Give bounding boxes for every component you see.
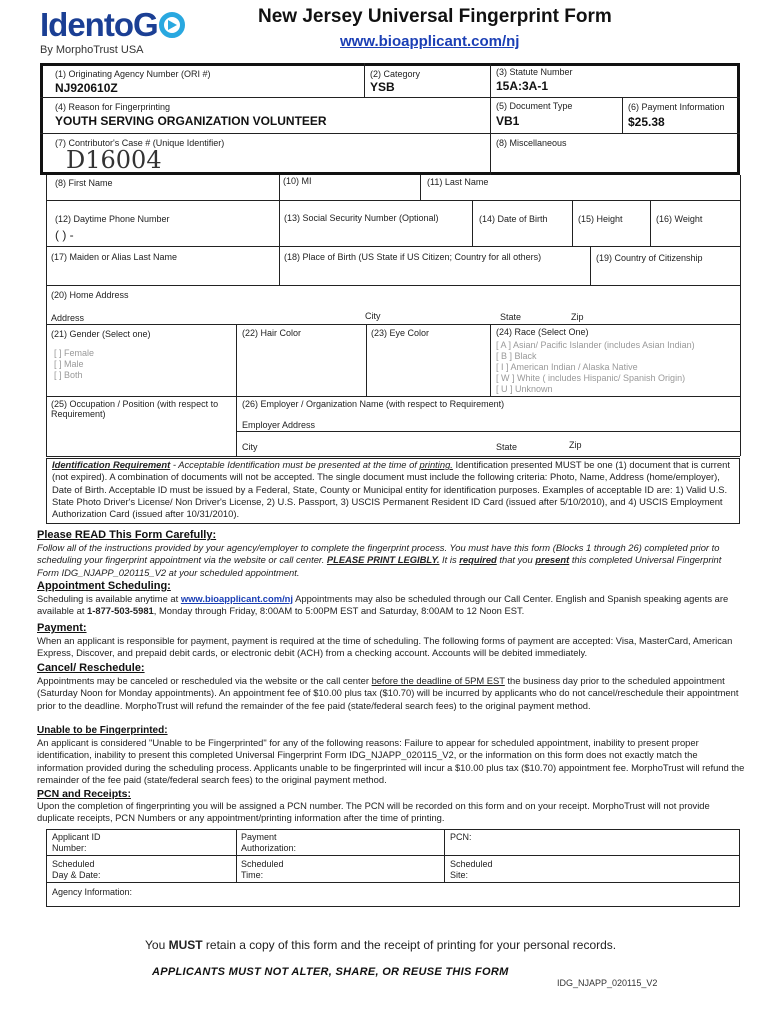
race-option[interactable]: [ B ] Black xyxy=(496,351,537,361)
divider xyxy=(472,200,473,246)
race-option[interactable]: [ I ] American Indian / Alaska Native xyxy=(496,362,638,372)
cancel-text: Appointments may be canceled or rescheduled via the website or the call center before the deadline of 5PM EST the business day prior to the scheduled appointment (Saturday Noon for Monday appointments). An appointment fee of $10.00 plus tax ($10.70) will be incurred by applicants who do not cancel/reschedule their appointment prior to the deadline. MorphoTrust will refund the remainder of the fee paid (state/federal search fees) to the original payment method. xyxy=(37,675,739,711)
home-address-label: (20) Home Address xyxy=(51,290,129,300)
scheduling-table xyxy=(46,829,740,907)
divider xyxy=(590,246,591,285)
read-form-heading: Please READ This Form Carefully: xyxy=(37,529,217,541)
divider xyxy=(46,324,740,325)
divider xyxy=(40,133,740,134)
payment-text: When an applicant is responsible for payment, payment is required at the time of scheduling. The following forms of payment are accepted: Visa, MasterCard, American Express, Discover, and prepaid debit cards, or electronic debit (ACH) from a checking account. Accounts will be debited immediately. xyxy=(37,635,733,659)
divider xyxy=(46,285,47,456)
pcn-label: PCN: xyxy=(450,832,472,842)
employer-address-label: Employer Address xyxy=(242,420,316,430)
identogo-logo: IdentoG xyxy=(40,6,185,44)
header-url-link[interactable]: www.bioapplicant.com/nj xyxy=(340,33,520,50)
divider xyxy=(46,456,740,457)
case-value[interactable]: D16004 xyxy=(66,146,162,174)
logo-subtitle: By MorphoTrust USA xyxy=(40,44,144,56)
height-label: (15) Height xyxy=(578,214,623,224)
city-label: City xyxy=(365,311,381,321)
reason-value[interactable]: YOUTH SERVING ORGANIZATION VOLUNTEER xyxy=(55,114,327,128)
mi-label: (10) MI xyxy=(283,176,312,186)
cancel-heading: Cancel/ Reschedule: xyxy=(37,662,145,674)
statute-label: (3) Statute Number xyxy=(496,67,573,77)
ori-value[interactable]: NJ920610Z xyxy=(55,81,118,95)
divider xyxy=(420,175,421,200)
gender-option-both[interactable]: [ ] Both xyxy=(54,370,83,380)
payment-heading: Payment: xyxy=(37,622,87,634)
race-option[interactable]: [ W ] White ( includes Hispanic/ Spanish Origin) xyxy=(496,373,686,383)
gender-option-female[interactable]: [ ] Female xyxy=(54,348,95,358)
divider xyxy=(46,175,47,285)
divider xyxy=(40,97,740,98)
unable-text: An applicant is considered "Unable to be Fingerprinted" for any of the following reasons: Failure to appear for scheduled appointment, inability to present proper identification, inability to present this completed Universal Fingerprint Form IDG_NJAPP_020115_V2, or the information on this form does not exactly match the information provided during the scheduling process. Applicants unable to be fingerprinted will incur a $10.00 plus tax ($10.70) appointment fee. MorphoTrust will refund the remainder of the fee paid (state/federal search fees) to the original payment method. xyxy=(37,737,745,785)
divider xyxy=(622,97,623,133)
no-alter-warning: APPLICANTS MUST NOT ALTER, SHARE, OR REUSE THIS FORM xyxy=(152,966,509,978)
maiden-label: (17) Maiden or Alias Last Name xyxy=(51,252,178,262)
divider xyxy=(46,882,740,883)
reason-label: (4) Reason for Fingerprinting xyxy=(55,102,171,112)
appointment-heading: Appointment Scheduling: xyxy=(37,580,171,592)
pcn-heading: PCN and Receipts: xyxy=(37,788,131,800)
divider xyxy=(46,855,740,856)
divider xyxy=(279,175,280,200)
divider xyxy=(572,200,573,246)
dob-label: (14) Date of Birth xyxy=(479,214,548,224)
form-id: IDG_NJAPP_020115_V2 xyxy=(557,978,658,988)
employer-zip-label: Zip xyxy=(569,440,582,450)
case-label: (7) Contributor's Case # (Unique Identifier) xyxy=(55,138,225,148)
divider xyxy=(444,829,445,882)
scheduled-site-label: Scheduled Site: xyxy=(450,859,493,880)
category-value[interactable]: YSB xyxy=(370,80,395,94)
phone-label: (12) Daytime Phone Number xyxy=(55,214,170,224)
gender-label: (21) Gender (Select one) xyxy=(51,329,151,339)
unable-heading: Unable to be Fingerprinted: xyxy=(37,725,168,736)
divider xyxy=(490,63,491,175)
phone-format[interactable]: ( ) - xyxy=(55,228,74,242)
read-form-text: Follow all of the instructions provided by your agency/employer to complete the fingerprint process. You must have this form (Blocks 1 through 26) completed prior to scheduling your fingerprint appointment via the website or call center. PLEASE PRINT LEGIBLY. It is required that you present this completed Universal Fingerprint Form IDG_NJAPP_020115_V2 at your scheduled appointment. xyxy=(37,542,722,578)
bioapplicant-link[interactable]: www.bioapplicant.com/nj xyxy=(180,593,294,604)
payment-info-value[interactable]: $25.38 xyxy=(628,115,665,129)
pob-label: (18) Place of Birth (US State if US Citizen; Country for all others) xyxy=(284,252,542,262)
occupation-label: (25) Occupation / Position (with respect to Requirement) xyxy=(51,399,219,419)
pcn-text: Upon the completion of fingerprinting you will be assigned a PCN number. The PCN will be recorded on this form and on your receipt. MorphoTrust will not provide duplicate receipts, PCN Numbers or any appointment/printing information after the time of printing. xyxy=(37,800,710,824)
category-label: (2) Category xyxy=(370,69,421,79)
citizenship-label: (19) Country of Citizenship xyxy=(596,253,703,263)
payment-info-label: (6) Payment Information xyxy=(628,102,725,112)
state-label: State xyxy=(500,312,522,322)
doctype-label: (5) Document Type xyxy=(496,101,573,111)
misc-label: (8) Miscellaneous xyxy=(496,138,567,148)
divider xyxy=(740,175,741,285)
race-option[interactable]: [ U ] Unknown xyxy=(496,384,553,394)
appointment-text: Scheduling is available anytime at www.bioapplicant.com/nj Appointments may also be scheduled through our Call Center. English and Spanish speaking agents are available at 1-877-503-5981, Monday through Friday, 8:00AM to 5:00PM EST and Saturday, 8:00AM to 12 Noon EST. xyxy=(37,593,729,617)
divider xyxy=(366,324,367,396)
scheduled-date-label: Scheduled Day & Date: xyxy=(52,859,101,880)
divider xyxy=(46,200,740,201)
statute-value[interactable]: 15A:3A-1 xyxy=(496,79,549,93)
ori-label: (1) Originating Agency Number (ORI #) xyxy=(55,69,211,79)
first-name-label: (8) First Name xyxy=(55,178,113,188)
doctype-value[interactable]: VB1 xyxy=(496,114,520,128)
divider xyxy=(490,324,491,396)
id-requirement-text: Identification Requirement - Acceptable Identification must be presented at the time of printing. Identification presented MUST be one (1) document that is current (not expired). A combination of documents will not be accepted. The single document must include the following criteria: Photo, Name, Address (home/employer), Date of Birth. Acceptable ID must be issued by a Federal, State, County or Municipal entity for identification purposes. Examples of acceptable ID are: 1) Valid U.S. State Photo Driver's License/ Non Driver's License, 2) U.S. Passport, 3) USCIS Permanent Resident ID Card (issued after 5/10/2010), and 4) USCIS Employment Authorization Card (issued after 10/31/2010). xyxy=(52,459,730,520)
hair-color-label: (22) Hair Color xyxy=(242,328,302,338)
divider xyxy=(236,829,237,882)
race-label: (24) Race (Select One) xyxy=(496,327,589,337)
divider xyxy=(236,431,740,432)
scheduled-time-label: Scheduled Time: xyxy=(241,859,284,880)
race-option[interactable]: [ A ] Asian/ Pacific Islander (includes Asian Indian) xyxy=(496,340,695,350)
divider xyxy=(46,246,740,247)
eye-color-label: (23) Eye Color xyxy=(371,328,430,338)
divider xyxy=(364,63,365,97)
applicant-id-label: Applicant ID Number: xyxy=(52,832,101,853)
form-title: New Jersey Universal Fingerprint Form xyxy=(258,6,612,27)
employer-label: (26) Employer / Organization Name (with respect to Requirement) xyxy=(242,399,505,409)
zip-label: Zip xyxy=(571,312,584,322)
employer-city-label: City xyxy=(242,442,258,452)
employer-state-label: State xyxy=(496,442,518,452)
divider xyxy=(46,285,740,286)
last-name-label: (11) Last Name xyxy=(427,177,489,187)
divider xyxy=(740,285,741,456)
payment-auth-label: Payment Authorization: xyxy=(241,832,297,853)
call-center-phone: 1-877-503-5981 xyxy=(87,605,154,617)
address-label: Address xyxy=(51,313,85,323)
ssn-label: (13) Social Security Number (Optional) xyxy=(284,213,439,223)
agency-info-label: Agency Information: xyxy=(52,887,133,897)
logo-arrow-icon xyxy=(159,12,185,38)
retain-copy-notice: You MUST retain a copy of this form and the receipt of printing for your personal records. xyxy=(145,938,617,952)
gender-option-male[interactable]: [ ] Male xyxy=(54,359,84,369)
divider xyxy=(279,200,280,285)
divider xyxy=(236,324,237,456)
divider xyxy=(650,200,651,246)
divider xyxy=(46,396,740,397)
weight-label: (16) Weight xyxy=(656,214,703,224)
